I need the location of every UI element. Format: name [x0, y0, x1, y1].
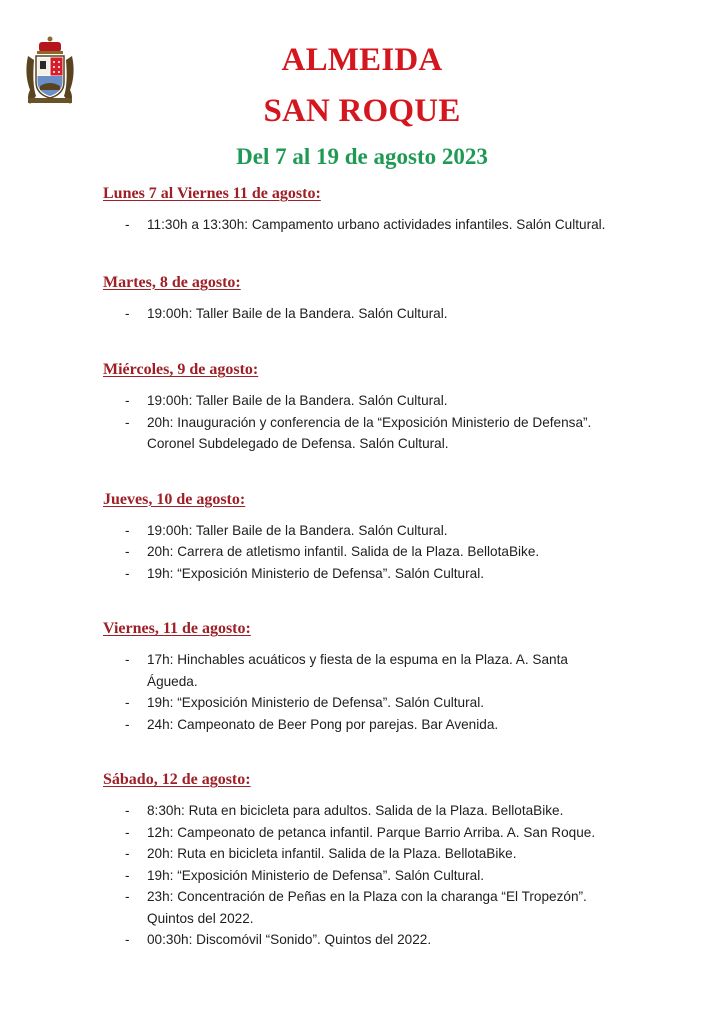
event-item: [103, 412, 617, 455]
event-text: 17h: Hinchables acuáticos y fiesta de la espuma en la Plaza. A. Santa Águeda.: [147, 652, 568, 689]
bullet-dash: -: [125, 803, 130, 818]
day-section: [103, 617, 663, 735]
event-item: [103, 822, 617, 844]
event-text: 23h: Concentración de Peñas en la Plaza con la charanga “El Tropezón”. Quintos del 2022.: [147, 889, 587, 926]
event-text: 20h: Carrera de atletismo infantil. Salida de la Plaza. BellotaBike.: [147, 544, 540, 559]
event-item: [103, 800, 617, 822]
bullet-dash: -: [125, 217, 130, 232]
event-text: 00:30h: Discomóvil “Sonido”. Quintos del 2022.: [147, 932, 432, 947]
event-text: 19:00h: Taller Baile de la Bandera. Salón Cultural.: [147, 393, 448, 408]
town-title: ALMEIDA: [281, 42, 443, 78]
event-text: 12h: Campeonato de petanca infantil. Parque Barrio Arriba. A. San Roque.: [147, 824, 596, 840]
event-text: 8:30h: Ruta en bicicleta para adultos. Salida de la Plaza. BellotaBike.: [147, 803, 564, 818]
program-schedule: [103, 182, 663, 951]
event-item: [103, 214, 617, 236]
bullet-dash: -: [125, 414, 130, 430]
festival-title: SAN ROQUE: [263, 93, 461, 129]
event-item: [103, 390, 617, 412]
event-text: 19:00h: Taller Baile de la Bandera. Salón Cultural.: [147, 522, 448, 538]
day-section: [103, 358, 663, 455]
day-section: [103, 768, 663, 951]
event-item: [103, 520, 617, 542]
day-heading: Martes, 8 de agosto:: [103, 273, 241, 291]
bullet-dash: -: [125, 932, 130, 947]
day-heading: Jueves, 10 de agosto:: [103, 490, 246, 508]
event-item: [103, 303, 617, 325]
day-section: [103, 182, 663, 236]
bullet-dash: -: [125, 305, 130, 321]
event-item: [103, 843, 617, 865]
bullet-dash: -: [125, 716, 130, 732]
event-item: [103, 714, 617, 736]
bullet-dash: -: [125, 846, 130, 861]
event-text: 20h: Ruta en bicicleta infantil. Salida de la Plaza. BellotaBike.: [147, 846, 517, 861]
event-text: 19h: “Exposición Ministerio de Defensa”. Salón Cultural.: [147, 565, 484, 581]
bullet-dash: -: [125, 652, 130, 667]
day-section: [103, 271, 663, 325]
bullet-dash: -: [125, 544, 130, 559]
bullet-dash: -: [125, 889, 130, 904]
event-text: 20h: Inauguración y conferencia de la “Exposición Ministerio de Defensa”. Coronel Subdelegado de Defensa. Salón Cultural.: [147, 414, 592, 451]
event-item: [103, 886, 617, 929]
event-text: 19h: “Exposición Ministerio de Defensa”. Salón Cultural.: [147, 695, 484, 710]
event-item: [103, 541, 617, 563]
bullet-dash: -: [125, 867, 130, 883]
day-heading: Miércoles, 9 de agosto:: [103, 361, 259, 378]
bullet-dash: -: [125, 695, 130, 710]
bullet-dash: -: [125, 824, 130, 840]
event-item: [103, 865, 617, 887]
event-item: [103, 563, 617, 585]
event-item: [103, 649, 617, 692]
event-item: [103, 929, 617, 951]
event-text: 19h: “Exposición Ministerio de Defensa”. Salón Cultural.: [147, 867, 484, 883]
day-heading: Viernes, 11 de agosto:: [103, 620, 251, 637]
event-text: 11:30h a 13:30h: Campamento urbano actividades infantiles. Salón Cultural.: [147, 217, 606, 232]
bullet-dash: -: [125, 522, 130, 538]
event-text: 19:00h: Taller Baile de la Bandera. Salón Cultural.: [147, 305, 448, 321]
bullet-dash: -: [125, 565, 130, 581]
event-item: [103, 692, 617, 714]
event-text: 24h: Campeonato de Beer Pong por parejas. Bar Avenida.: [147, 716, 499, 732]
bullet-dash: -: [125, 393, 130, 408]
date-range-subtitle: Del 7 al 19 de agosto 2023: [236, 144, 488, 169]
day-heading: Lunes 7 al Viernes 11 de agosto:: [103, 185, 321, 202]
day-section: [103, 488, 663, 585]
day-heading: Sábado, 12 de agosto:: [103, 771, 251, 788]
